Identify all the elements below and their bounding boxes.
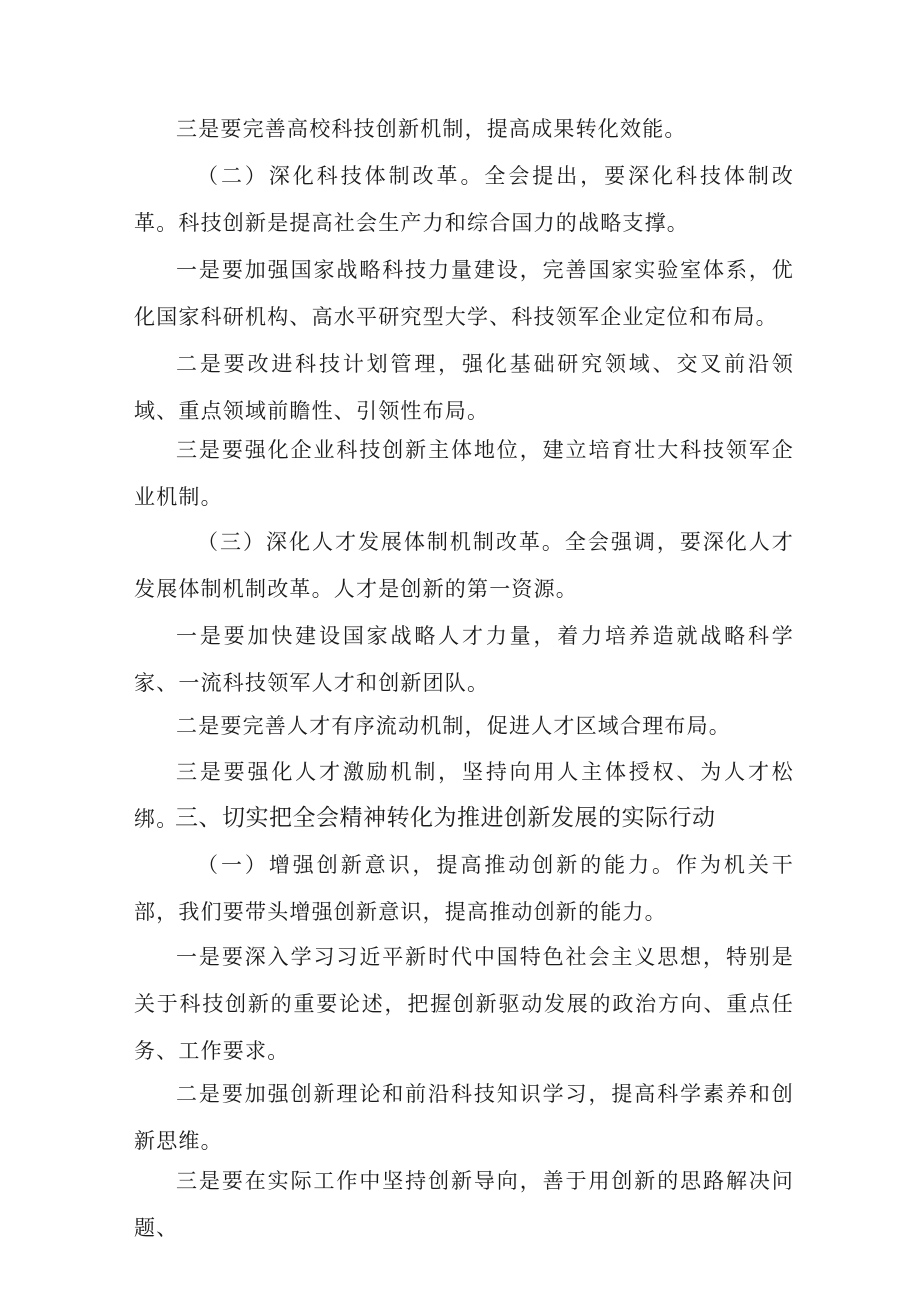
paragraph-enterprise-role: 三是要强化企业科技创新主体地位，建立培育壮大科技领军企业机制。: [134, 438, 794, 509]
paragraph-theory-learning: 二是要加强创新理论和前沿科技知识学习，提高科学素养和创新思维。: [134, 1082, 794, 1153]
paragraph-innovation-awareness: （一）增强创新意识，提高推动创新的能力。作为机关干部，我们要带头增强创新意识，提高推动创新的能力。: [134, 853, 794, 924]
paragraph-study-thought: 一是要深入学习习近平新时代中国特色社会主义思想，特别是关于科技创新的重要论述，把握创新驱动发展的政治方向、重点任务、工作要求。: [134, 945, 794, 1063]
paragraph-talent-incentive: 三是要强化人才激励机制，坚持向用人主体授权、为人才松绑。: [134, 760, 794, 831]
paragraph-university-innovation: 三是要完善高校科技创新机制，提高成果转化效能。: [176, 117, 687, 141]
paragraph-national-strategy: 一是要加强国家战略科技力量建设，完善国家实验室体系，优化国家科研机构、高水平研究型大学、科技领军企业定位和布局。: [134, 258, 794, 329]
section-heading: 三、切实把全会精神转化为推进创新发展的实际行动: [175, 805, 716, 831]
paragraph-practical-work: 三是要在实际工作中坚持创新导向，善于用创新的思路解决问题、: [134, 1169, 794, 1240]
paragraph-talent-flow: 二是要完善人才有序流动机制，促进人才区域合理布局。: [176, 714, 731, 738]
paragraph-tech-reform-intro: （二）深化科技体制改革。全会提出，要深化科技体制改革。科技创新是提高社会生产力和综合国力的战略支撑。: [134, 164, 794, 235]
paragraph-talent-reform-intro: （三）深化人才发展体制机制改革。全会强调，要深化人才发展体制机制改革。人才是创新的第一资源。: [134, 530, 794, 601]
paragraph-talent-force: 一是要加快建设国家战略人才力量，着力培养造就战略科学家、一流科技领军人才和创新团队。: [134, 624, 794, 695]
paragraph-plan-management: 二是要改进科技计划管理，强化基础研究领域、交叉前沿领域、重点领域前瞻性、引领性布局。: [134, 352, 794, 423]
